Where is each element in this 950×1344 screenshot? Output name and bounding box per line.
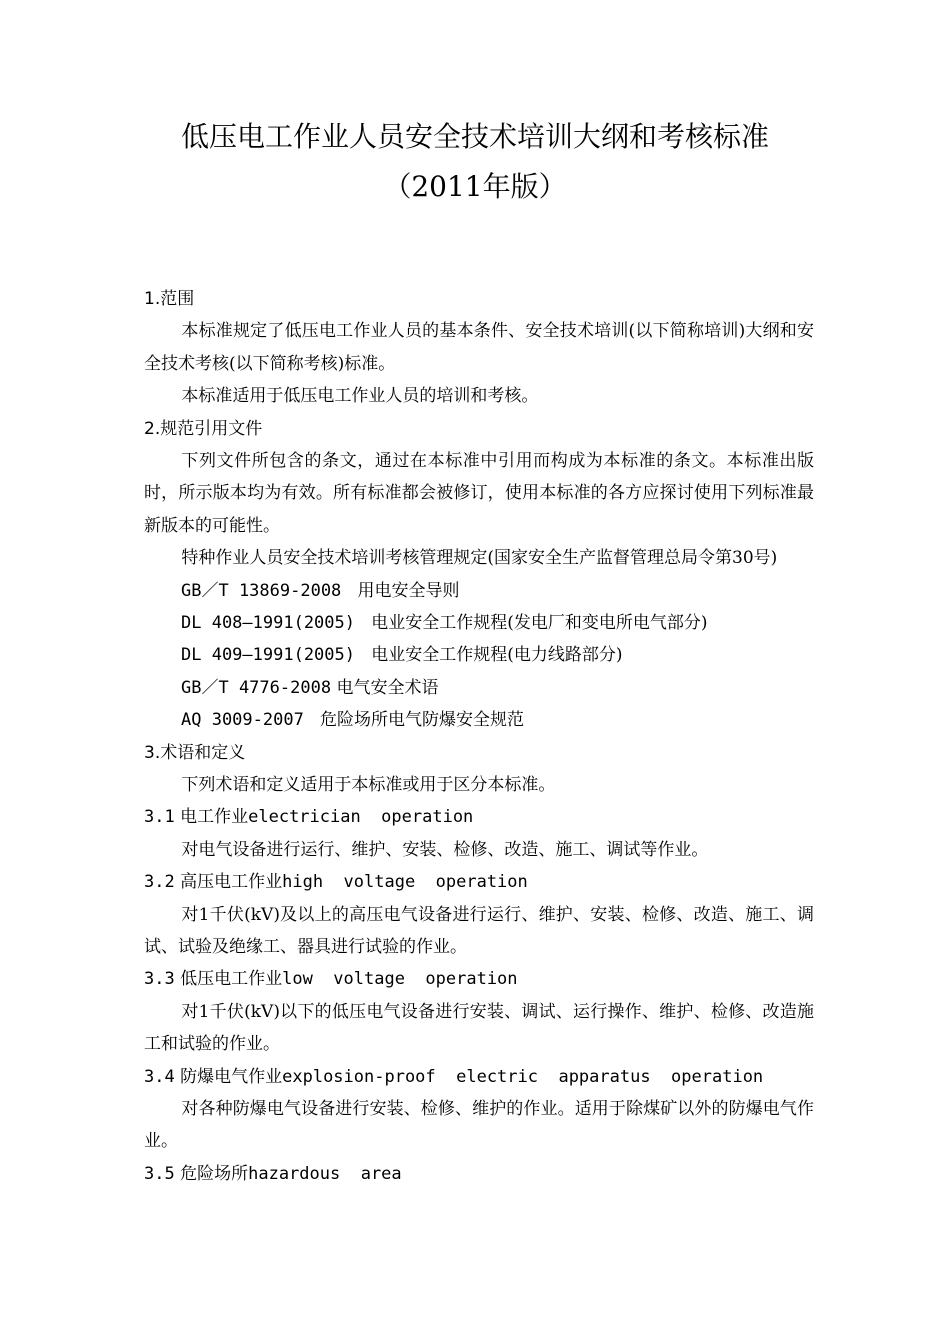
- term-number: 3.1: [144, 807, 175, 828]
- reference-name: 用电安全导则: [357, 580, 460, 601]
- term-heading: [144, 866, 814, 898]
- reference-name: 电气安全术语: [336, 677, 439, 698]
- term-chinese: 危险场所: [180, 1163, 249, 1184]
- paragraph: 本标准规定了低压电工作业人员的基本条件、安全技术培训(以下简称培训)大纲和安全技术考核(以下简称考核)标准。: [144, 321, 814, 374]
- paragraph: 下列术语和定义适用于本标准或用于区分本标准。: [181, 774, 556, 795]
- term-definition: 对1千伏(kV)以下的低压电气设备进行安装、调试、运行操作、维护、检修、改造施工和试验的作业。: [144, 1001, 814, 1055]
- reference-item: [144, 575, 814, 607]
- reference-item: [144, 639, 814, 671]
- section-heading-references: 2.规范引用文件: [144, 418, 263, 439]
- term-definition: 对1千伏(kV)及以上的高压电气设备进行运行、维护、安装、检修、改造、施工、调试、试验及绝缘工、器具进行试验的作业。: [144, 904, 814, 957]
- paragraph: 特种作业人员安全技术培训考核管理规定(国家安全生产监督管理总局令第30号): [181, 548, 778, 569]
- term-chinese: 电工作业: [180, 807, 249, 828]
- term-chinese: 低压电工作业: [180, 969, 283, 990]
- reference-item: [144, 607, 814, 639]
- reference-item: [144, 672, 814, 704]
- document-edition: （2011年版）: [383, 170, 567, 203]
- section-heading-terms: 3.术语和定义: [144, 742, 246, 763]
- reference-name: 电业安全工作规程(发电厂和变电所电气部分): [371, 613, 708, 634]
- term-chinese: 防爆电气作业: [180, 1066, 283, 1087]
- term-number: 3.4: [144, 1066, 175, 1087]
- section-heading-scope: 1.范围: [144, 289, 195, 309]
- term-english: hazardous area: [248, 1163, 402, 1184]
- term-heading: [144, 1158, 814, 1190]
- term-definition: 对电气设备进行运行、维护、安装、检修、改造、施工、调试等作业。: [181, 839, 709, 860]
- paragraph: 下列文件所包含的条文，通过在本标准中引用而构成为本标准的条文。本标准出版时，所示版本均为有效。所有标准都会被修订，使用本标准的各方应探讨使用下列标准最新版本的可能性。: [144, 451, 814, 536]
- term-english: electrician operation: [248, 807, 474, 828]
- term-number: 3.3: [144, 969, 175, 990]
- term-number: 3.2: [144, 872, 175, 893]
- term-english: high voltage operation: [282, 872, 528, 893]
- reference-code: DL 408—1991(2005): [181, 613, 355, 634]
- document-title: 低压电工作业人员安全技术培训大纲和考核标准: [180, 120, 769, 153]
- reference-name: 电业安全工作规程(电力线路部分): [371, 645, 623, 666]
- reference-code: GB／T 13869-2008: [181, 580, 342, 601]
- term-english: low voltage operation: [282, 969, 518, 990]
- reference-item: [144, 704, 814, 736]
- paragraph: 本标准适用于低压电工作业人员的培训和考核。: [181, 386, 539, 407]
- term-english: explosion-proof electric apparatus operation: [282, 1066, 764, 1087]
- term-number: 3.5: [144, 1163, 175, 1184]
- reference-code: DL 409—1991(2005): [181, 645, 355, 666]
- document-body: [144, 283, 814, 1190]
- reference-code: GB／T 4776-2008: [181, 677, 332, 698]
- term-heading: [144, 1061, 814, 1093]
- term-heading: [144, 963, 814, 995]
- term-chinese: 高压电工作业: [180, 872, 283, 893]
- term-definition: 对各种防爆电气设备进行安装、检修、维护的作业。适用于除煤矿以外的防爆电气作业。: [144, 1098, 814, 1152]
- reference-name: 危险场所电气防爆安全规范: [320, 710, 525, 731]
- reference-code: AQ 3009-2007: [181, 710, 304, 731]
- term-heading: [144, 801, 814, 833]
